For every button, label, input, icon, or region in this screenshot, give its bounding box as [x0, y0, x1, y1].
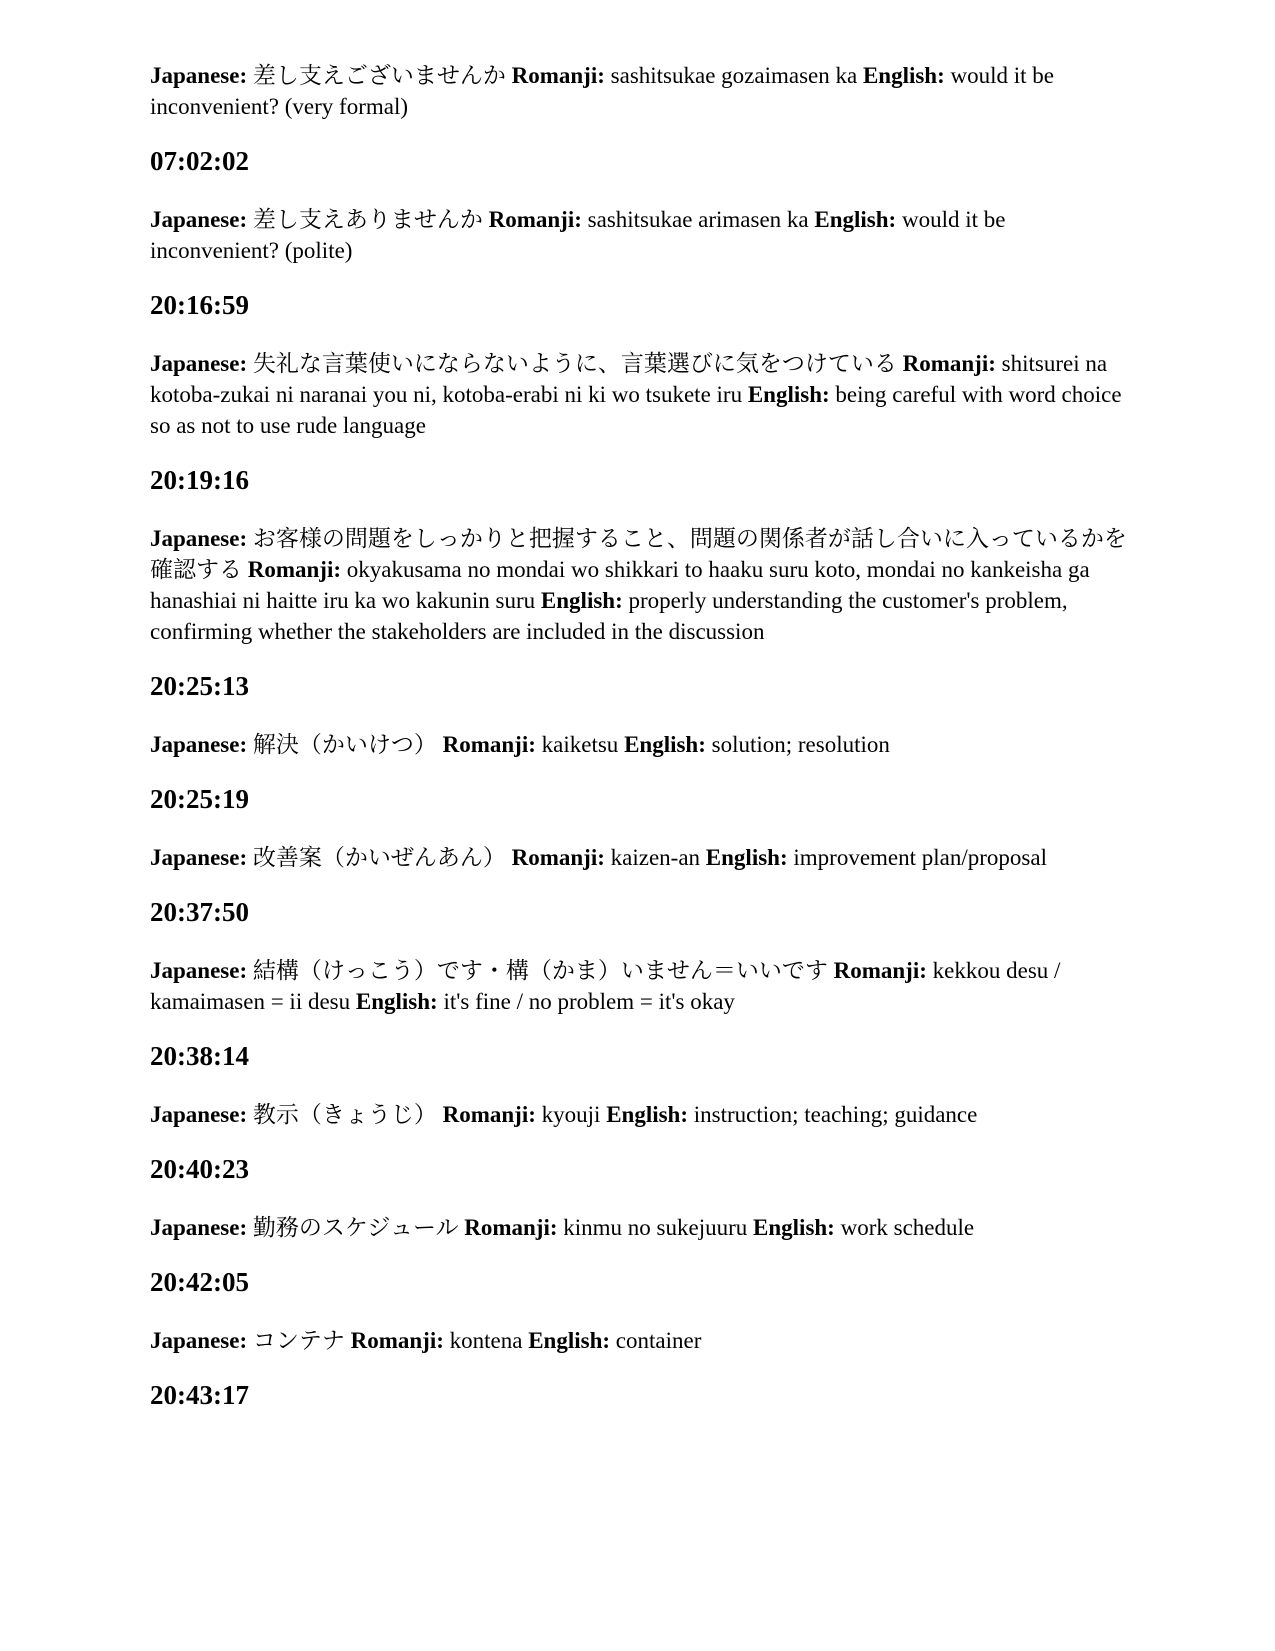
romanji-label: Romanji:	[442, 1102, 536, 1127]
timestamp-heading: 07:02:02	[150, 146, 249, 176]
english-label: English:	[753, 1215, 835, 1240]
vocab-entry	[150, 842, 1130, 873]
vocab-entry	[150, 1325, 1130, 1356]
timestamp-heading: 20:25:13	[150, 671, 249, 701]
vocab-entry	[150, 729, 1130, 760]
romanji-text: sashitsukae gozaimasen ka	[610, 63, 858, 88]
english-text: solution; resolution	[711, 732, 890, 757]
romanji-label: Romanji:	[488, 207, 582, 232]
romanji-text: sashitsukae arimasen ka	[587, 207, 809, 232]
english-text: instruction; teaching; guidance	[693, 1102, 978, 1127]
timestamp-heading: 20:19:16	[150, 465, 249, 495]
romanji-text: shitsurei na kotoba-zukai ni naranai you ni, kotoba-erabi ni ki wo tsukete iru	[150, 351, 1108, 407]
romanji-label: Romanji:	[511, 845, 605, 870]
romanji-label: Romanji:	[350, 1328, 444, 1353]
english-text: improvement plan/proposal	[793, 845, 1047, 870]
japanese-text: 失礼な言葉使いにならないように、言葉選びに気をつけている	[252, 351, 897, 376]
romanji-label: Romanji:	[902, 351, 996, 376]
japanese-label: Japanese:	[150, 1215, 248, 1240]
japanese-text: 教示（きょうじ）	[252, 1102, 437, 1127]
japanese-text: 解決（かいけつ）	[252, 732, 437, 757]
romanji-label: Romanji:	[511, 63, 605, 88]
romanji-text: kaiketsu	[541, 732, 619, 757]
english-label: English:	[355, 989, 438, 1014]
english-text: it's fine / no problem = it's okay	[443, 989, 735, 1014]
english-label: English:	[862, 63, 945, 88]
english-label: English:	[606, 1102, 689, 1127]
timestamp-heading: 20:16:59	[150, 290, 249, 320]
document-page	[150, 60, 1130, 1411]
timestamp-heading: 20:43:17	[150, 1380, 249, 1410]
english-text: properly understanding the customer's problem, confirming whether the stakeholders are included in the discussion	[150, 588, 1068, 644]
vocab-entry	[150, 348, 1130, 441]
english-text: would it be inconvenient? (very formal)	[150, 63, 1055, 119]
romanji-label: Romanji:	[247, 557, 342, 582]
japanese-text: 差し支えございませんか	[252, 63, 506, 88]
romanji-text: kyouji	[541, 1102, 601, 1127]
japanese-text: 結構（けっこう）です・構（かま）いません＝いいです	[252, 958, 828, 983]
timestamp-heading: 20:40:23	[150, 1154, 249, 1184]
japanese-label: Japanese:	[150, 526, 248, 551]
english-text: work schedule	[840, 1215, 975, 1240]
japanese-text: お客様の問題をしっかりと把握すること、問題の関係者が話し合いに入っているかを確認する	[150, 526, 1127, 582]
romanji-label: Romanji:	[464, 1215, 558, 1240]
japanese-label: Japanese:	[150, 63, 248, 88]
english-text: would it be inconvenient? (polite)	[150, 207, 1006, 263]
timestamp-heading: 20:38:14	[150, 1041, 249, 1071]
japanese-text: コンテナ	[252, 1328, 345, 1353]
vocab-entry	[150, 1212, 1130, 1243]
vocab-entry	[150, 60, 1130, 122]
japanese-label: Japanese:	[150, 1328, 248, 1353]
vocab-entry	[150, 1099, 1130, 1130]
english-label: English:	[528, 1328, 611, 1353]
japanese-label: Japanese:	[150, 207, 248, 232]
timestamp-heading: 20:37:50	[150, 897, 249, 927]
english-label: English:	[705, 845, 788, 870]
japanese-text: 改善案（かいぜんあん）	[252, 845, 506, 870]
english-text: container	[615, 1328, 702, 1353]
japanese-label: Japanese:	[150, 732, 248, 757]
romanji-text: okyakusama no mondai wo shikkari to haaku suru koto, mondai no kankeisha ga hanashiai ni haitte iru ka wo kakunin suru	[150, 557, 1090, 613]
english-text: being careful with word choice so as not to use rude language	[150, 382, 1122, 438]
romanji-text: kontena	[449, 1328, 523, 1353]
japanese-text: 勤務のスケジュール	[252, 1215, 459, 1240]
english-label: English:	[624, 732, 706, 757]
timestamp-heading: 20:25:19	[150, 784, 249, 814]
japanese-label: Japanese:	[150, 351, 248, 376]
romanji-label: Romanji:	[442, 732, 536, 757]
english-label: English:	[540, 588, 623, 613]
japanese-label: Japanese:	[150, 845, 248, 870]
vocab-entry	[150, 523, 1130, 647]
romanji-label: Romanji:	[833, 958, 927, 983]
japanese-label: Japanese:	[150, 1102, 248, 1127]
romanji-text: kinmu no sukejuuru	[563, 1215, 748, 1240]
english-label: English:	[747, 382, 830, 407]
japanese-text: 差し支えありませんか	[252, 207, 483, 232]
vocab-entry	[150, 204, 1130, 266]
timestamp-heading: 20:42:05	[150, 1267, 249, 1297]
romanji-text: kekkou desu / kamaimasen = ii desu	[150, 958, 1061, 1014]
english-label: English:	[814, 207, 897, 232]
romanji-text: kaizen-an	[610, 845, 701, 870]
japanese-label: Japanese:	[150, 958, 248, 983]
vocab-entry	[150, 955, 1130, 1017]
